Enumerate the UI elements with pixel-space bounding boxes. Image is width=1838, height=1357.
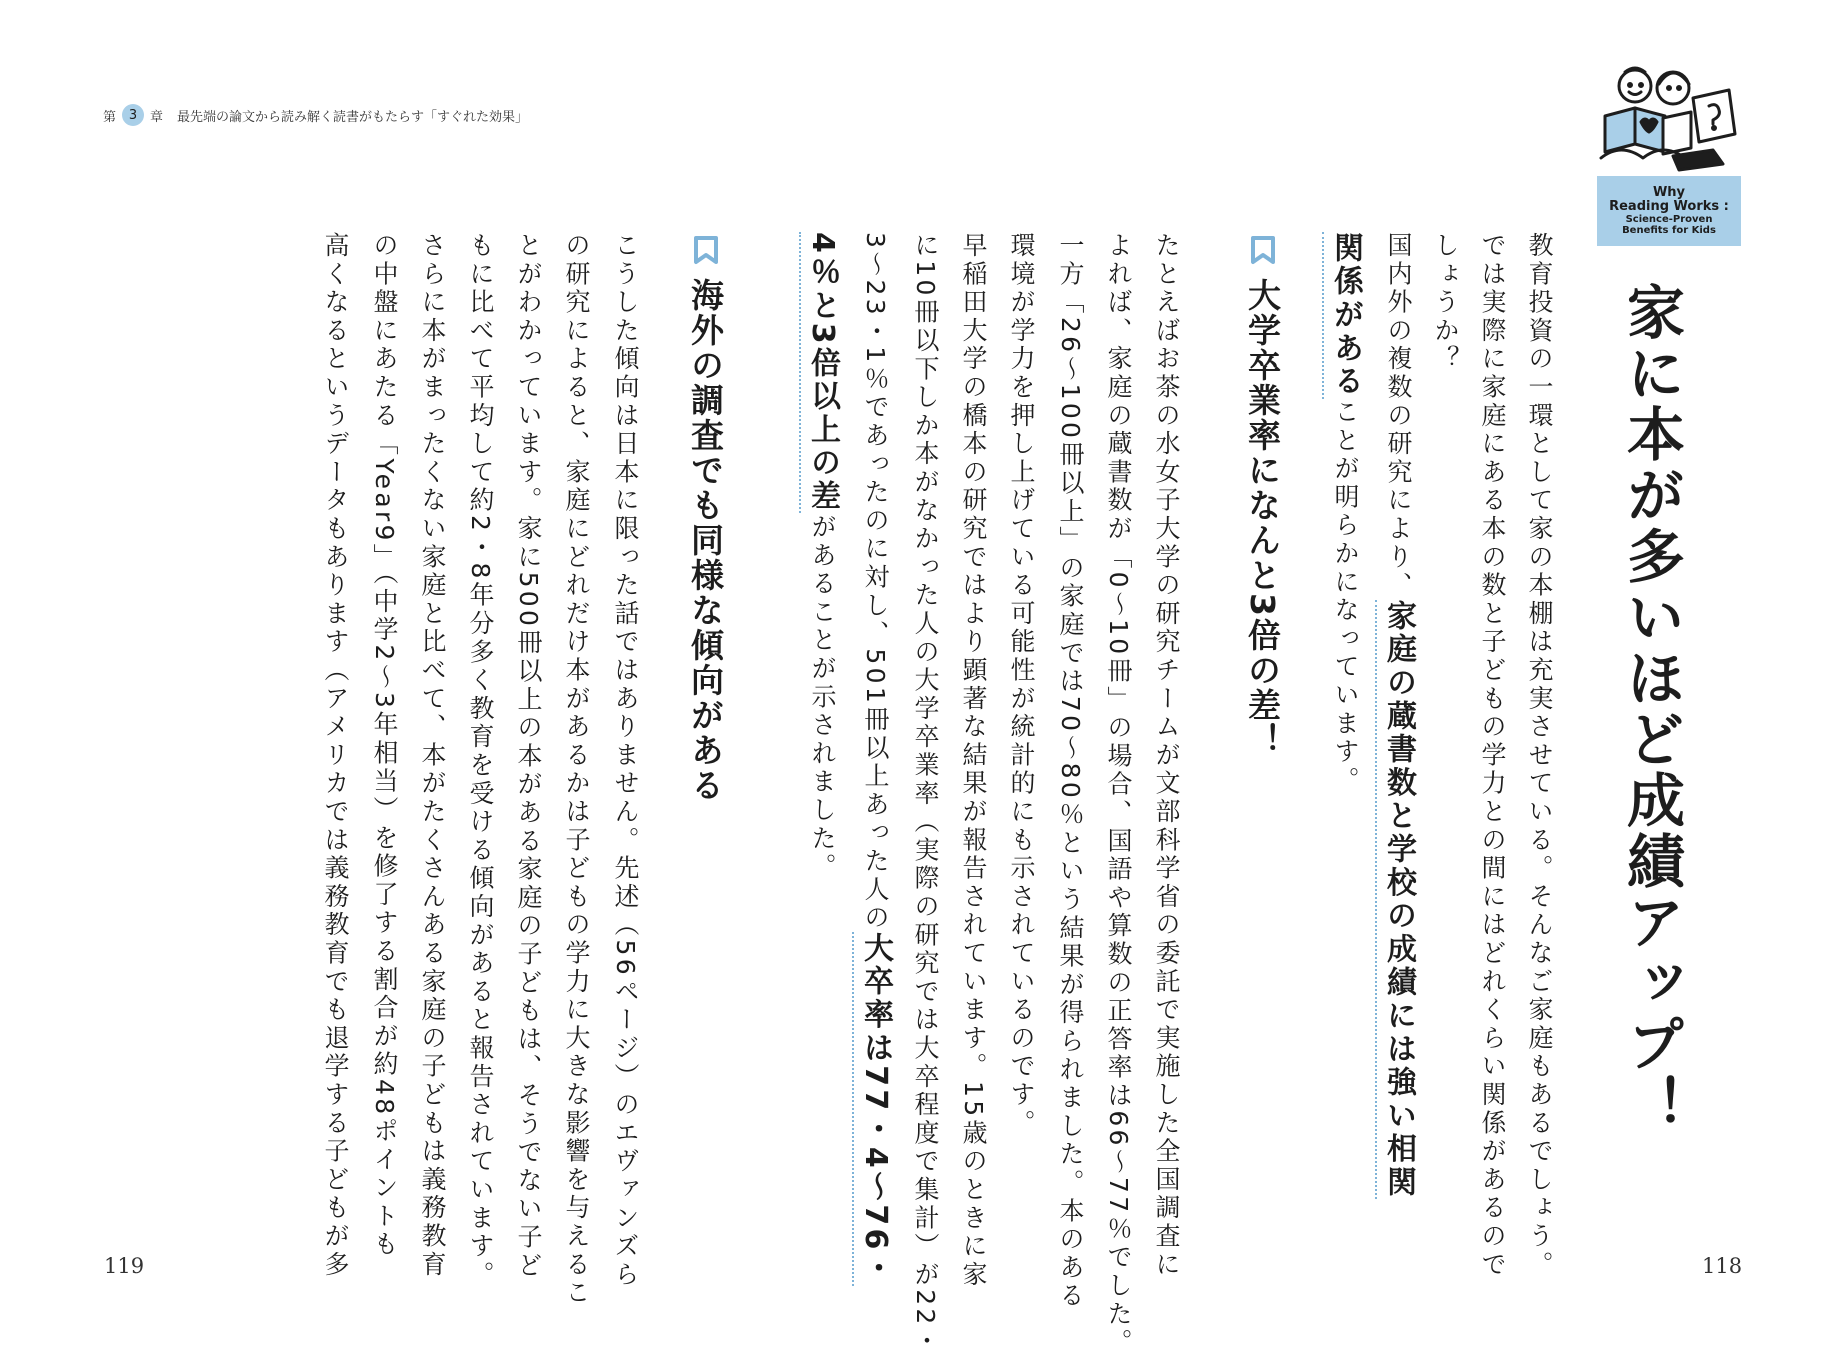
body-line: こうした傾向は日本に限った話ではありません。先述（56ページ）のエヴァンズら — [611, 232, 640, 1290]
body-text: があることが示されました。 — [808, 513, 837, 882]
page-number-right: 118 — [1702, 1254, 1743, 1278]
body-line: に10冊以下しか本がなかった人の大学卒業率（実際の研究では大卒程度で集計）が22・ — [911, 232, 940, 1356]
correlation-line-1 — [1381, 232, 1416, 1200]
body-line-emphasis — [805, 232, 840, 882]
logo-line-4: Benefits for Kids — [1622, 225, 1716, 237]
body-line: 早稲田大学の橋本の研究ではより顕著な結果が報告されています。15歳のときに家 — [959, 232, 988, 1290]
correlation-emphasis: 関係がある — [1322, 232, 1363, 399]
page-title: 家に本が多いほど成績アップ！ — [1617, 282, 1685, 1136]
intro-line: 教育投資の一環として家の本棚は充実させている。そんなご家庭もあるでしょう。 — [1525, 232, 1554, 1280]
logo-line-3: Science-Proven — [1625, 214, 1713, 226]
correlation-emphasis: 家庭の蔵書数と学校の成績には強い相関 — [1375, 600, 1416, 1199]
body-line: の研究によると、家庭にどれだけ本があるかは子どもの学力に大きな影響を与えるこ — [562, 232, 591, 1308]
logo-line-2: Reading Works : — [1609, 199, 1729, 214]
correlation-text: ことが明らかになっています。 — [1331, 398, 1360, 795]
body-text: 3〜23・1％であったのに対し、501冊以上あった人の — [861, 232, 890, 933]
body-line: 一方「26〜100冊以上」の家庭では70〜80％という結果が得られました。本のある — [1056, 232, 1085, 1311]
section-heading-1: 大学卒業率になんと3倍の差！ — [1243, 278, 1282, 758]
body-line: たとえばお茶の水女子大学の研究チームが文部科学省の委託で実施した全国調査に — [1152, 232, 1181, 1280]
chapter-prefix: 第 — [103, 109, 117, 125]
bookmark-flag-icon — [693, 235, 719, 265]
graduation-rate-emphasis: 大卒率は77・4〜76・ — [852, 932, 893, 1286]
logo-line-1: Why — [1652, 184, 1686, 200]
section-heading-2: 海外の調査でも同様な傾向がある — [686, 278, 725, 803]
page-number-left: 119 — [104, 1254, 145, 1278]
bookmark-flag-icon — [1250, 235, 1276, 265]
body-line: とがわかっています。家に500冊以上の本がある家庭の子どもは、そうでない子ど — [514, 232, 543, 1281]
book-logo — [1597, 58, 1741, 248]
graduation-rate-emphasis: 4％と3倍以上の差 — [799, 232, 840, 513]
body-line: 高くなるというデータもあります（アメリカでは義務教育でも退学する子どもが多 — [321, 232, 350, 1280]
chapter-number-badge: 3 — [122, 104, 144, 126]
body-line: の中盤にあたる「Year9」（中学2〜3年相当）を修了する割合が約48ポイントも — [370, 232, 399, 1259]
chapter-suffix: 章 — [150, 109, 164, 125]
body-line: もに比べて平均して約2・8年分多く教育を受ける傾向があると報告されています。 — [466, 232, 495, 1290]
correlation-line-2 — [1328, 232, 1363, 795]
chapter-title: 最先端の論文から読み解く読書がもたらす「すぐれた効果」 — [177, 109, 529, 125]
intro-line: では実際に家庭にある本の数と子どもの学力との間にはどれくらい関係があるので — [1478, 232, 1507, 1280]
logo-caption — [1597, 176, 1741, 246]
reading-kids-illustration-icon — [1597, 58, 1741, 178]
running-header — [103, 104, 528, 126]
body-line: 環境が学力を押し上げている可能性が統計的にも示されているのです。 — [1007, 232, 1036, 1138]
body-line: さらに本がまったくない家庭と比べて、本がたくさんある家庭の子どもは義務教育 — [418, 232, 447, 1280]
correlation-text: 国内外の複数の研究により、 — [1384, 232, 1413, 600]
body-line-emphasis — [858, 232, 893, 1287]
body-line: よれば、家庭の蔵書数が「0〜10冊」の場合、国語や算数の正答率は66〜77％でした。 — [1104, 232, 1133, 1357]
intro-line: しょうか？ — [1431, 232, 1460, 374]
